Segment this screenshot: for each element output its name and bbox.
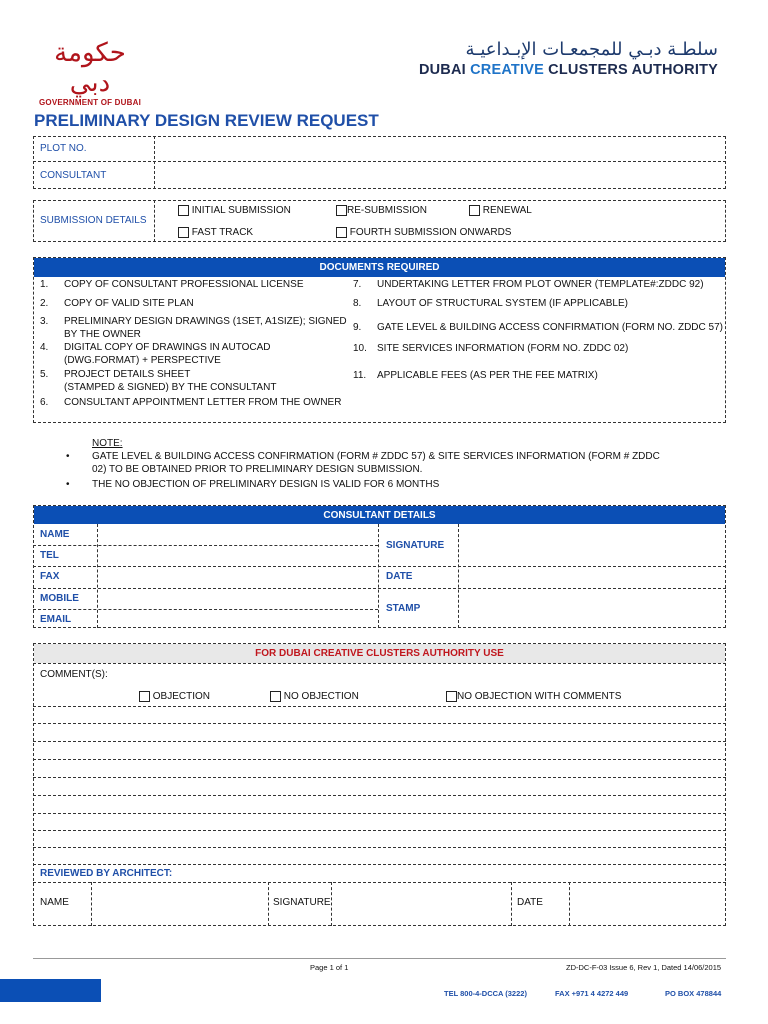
email-label: EMAIL — [40, 614, 72, 625]
footer-tel: TEL 800-4-DCCA (3222) — [444, 989, 527, 998]
comment-line[interactable] — [33, 741, 726, 742]
email-field[interactable] — [99, 610, 377, 627]
comment-line[interactable] — [33, 777, 726, 778]
gov-logo-arabic: حكومة دبي — [54, 38, 126, 98]
reviewer-date-label: DATE — [517, 897, 543, 908]
stamp-label: STAMP — [386, 603, 421, 614]
authority-arabic-name: سلطـة دبـي للمجمعـات الإبـداعيـة — [465, 39, 718, 60]
option-objection[interactable]: OBJECTION — [139, 691, 210, 702]
mobile-field[interactable] — [99, 589, 377, 608]
note-bullet-2: THE NO OBJECTION OF PRELIMINARY DESIGN IS VALID FOR 6 MONTHS — [92, 479, 440, 490]
comment-line[interactable] — [33, 759, 726, 760]
signature-label: SIGNATURE — [386, 540, 445, 551]
documents-required-heading: DOCUMENTS REQUIRED — [34, 258, 725, 277]
plot-no-field[interactable] — [156, 138, 724, 160]
page-title: PRELIMINARY DESIGN REVIEW REQUEST — [34, 111, 379, 130]
authority-use-heading: FOR DUBAI CREATIVE CLUSTERS AUTHORITY USE — [34, 644, 725, 663]
comment-line[interactable] — [33, 847, 726, 848]
tel-label: TEL — [40, 550, 59, 561]
fax-field[interactable] — [99, 567, 377, 587]
reviewer-name-label: NAME — [40, 897, 69, 908]
option-initial-submission[interactable]: INITIAL SUBMISSION — [178, 205, 291, 216]
consultant-label: CONSULTANT — [40, 170, 107, 181]
footer-fax: FAX +971 4 4272 449 — [555, 989, 629, 998]
option-fast-track[interactable]: FAST TRACK — [178, 227, 253, 238]
option-re-submission[interactable]: RE-SUBMISSION — [336, 205, 427, 216]
checkbox[interactable] — [336, 227, 347, 238]
date-label: DATE — [386, 571, 413, 582]
consultant-details-heading: CONSULTANT DETAILS — [34, 506, 725, 524]
checkbox[interactable] — [446, 691, 457, 702]
date-field[interactable] — [460, 567, 725, 587]
comment-line[interactable] — [33, 723, 726, 724]
option-no-objection-with-comments[interactable]: NO OBJECTION WITH COMMENTS — [446, 691, 621, 702]
name-field[interactable] — [99, 525, 377, 544]
note-bullet-dot: • — [66, 479, 70, 490]
footer-divider — [33, 958, 726, 959]
authority-english-name: DUBAI CREATIVE CLUSTERS AUTHORITY — [418, 62, 718, 78]
submission-details-label: SUBMISSION DETAILS — [40, 215, 147, 226]
name-label: NAME — [40, 529, 70, 540]
comment-line[interactable] — [33, 830, 726, 831]
stamp-field[interactable] — [460, 589, 725, 627]
footer-pobox: PO BOX 478844 — [665, 989, 722, 998]
comments-label: COMMENT(S): — [40, 669, 108, 680]
mobile-label: MOBILE — [40, 593, 79, 604]
option-renewal[interactable]: RENEWAL — [469, 205, 532, 216]
note-label: NOTE: — [92, 438, 123, 449]
comment-line[interactable] — [33, 706, 726, 707]
note-bullet-1: GATE LEVEL & BUILDING ACCESS CONFIRMATION (FORM # ZDDC 57) & SITE SERVICES INFORMATION (FORM # ZDDC — [92, 451, 660, 462]
reviewer-signature-field[interactable] — [333, 884, 510, 924]
checkbox[interactable] — [178, 227, 189, 238]
checkbox[interactable] — [270, 691, 281, 702]
comment-line[interactable] — [33, 813, 726, 814]
option-fourth-submission[interactable]: FOURTH SUBMISSION ONWARDS — [336, 227, 511, 238]
checkbox[interactable] — [139, 691, 150, 702]
consultant-field[interactable] — [156, 163, 724, 187]
comment-line[interactable] — [33, 795, 726, 796]
footer-accent-bar — [0, 979, 101, 1002]
government-of-dubai-logo — [30, 38, 150, 107]
plot-no-label: PLOT NO. — [40, 143, 87, 154]
note-bullet-dot: • — [66, 451, 70, 462]
reviewer-signature-label: SIGNATURE — [273, 897, 331, 908]
authority-logo — [398, 38, 718, 88]
note-bullet-1-cont: 02) TO BE OBTAINED PRIOR TO PRELIMINARY DESIGN SUBMISSION. — [92, 464, 423, 475]
checkbox[interactable] — [178, 205, 189, 216]
fax-label: FAX — [40, 571, 60, 582]
reviewer-date-field[interactable] — [571, 884, 725, 924]
document-reference: ZD-DC-F-03 Issue 6, Rev 1, Dated 14/06/2015 — [566, 963, 722, 972]
option-no-objection[interactable]: NO OBJECTION — [270, 691, 359, 702]
checkbox[interactable] — [336, 205, 347, 216]
gov-logo-english: GOVERNMENT OF DUBAI — [38, 98, 142, 107]
reviewer-name-field[interactable] — [93, 884, 267, 924]
signature-field[interactable] — [460, 525, 725, 565]
reviewed-by-label: REVIEWED BY ARCHITECT: — [40, 868, 173, 879]
tel-field[interactable] — [99, 546, 377, 565]
checkbox[interactable] — [469, 205, 480, 216]
page-number: Page 1 of 1 — [310, 963, 349, 972]
